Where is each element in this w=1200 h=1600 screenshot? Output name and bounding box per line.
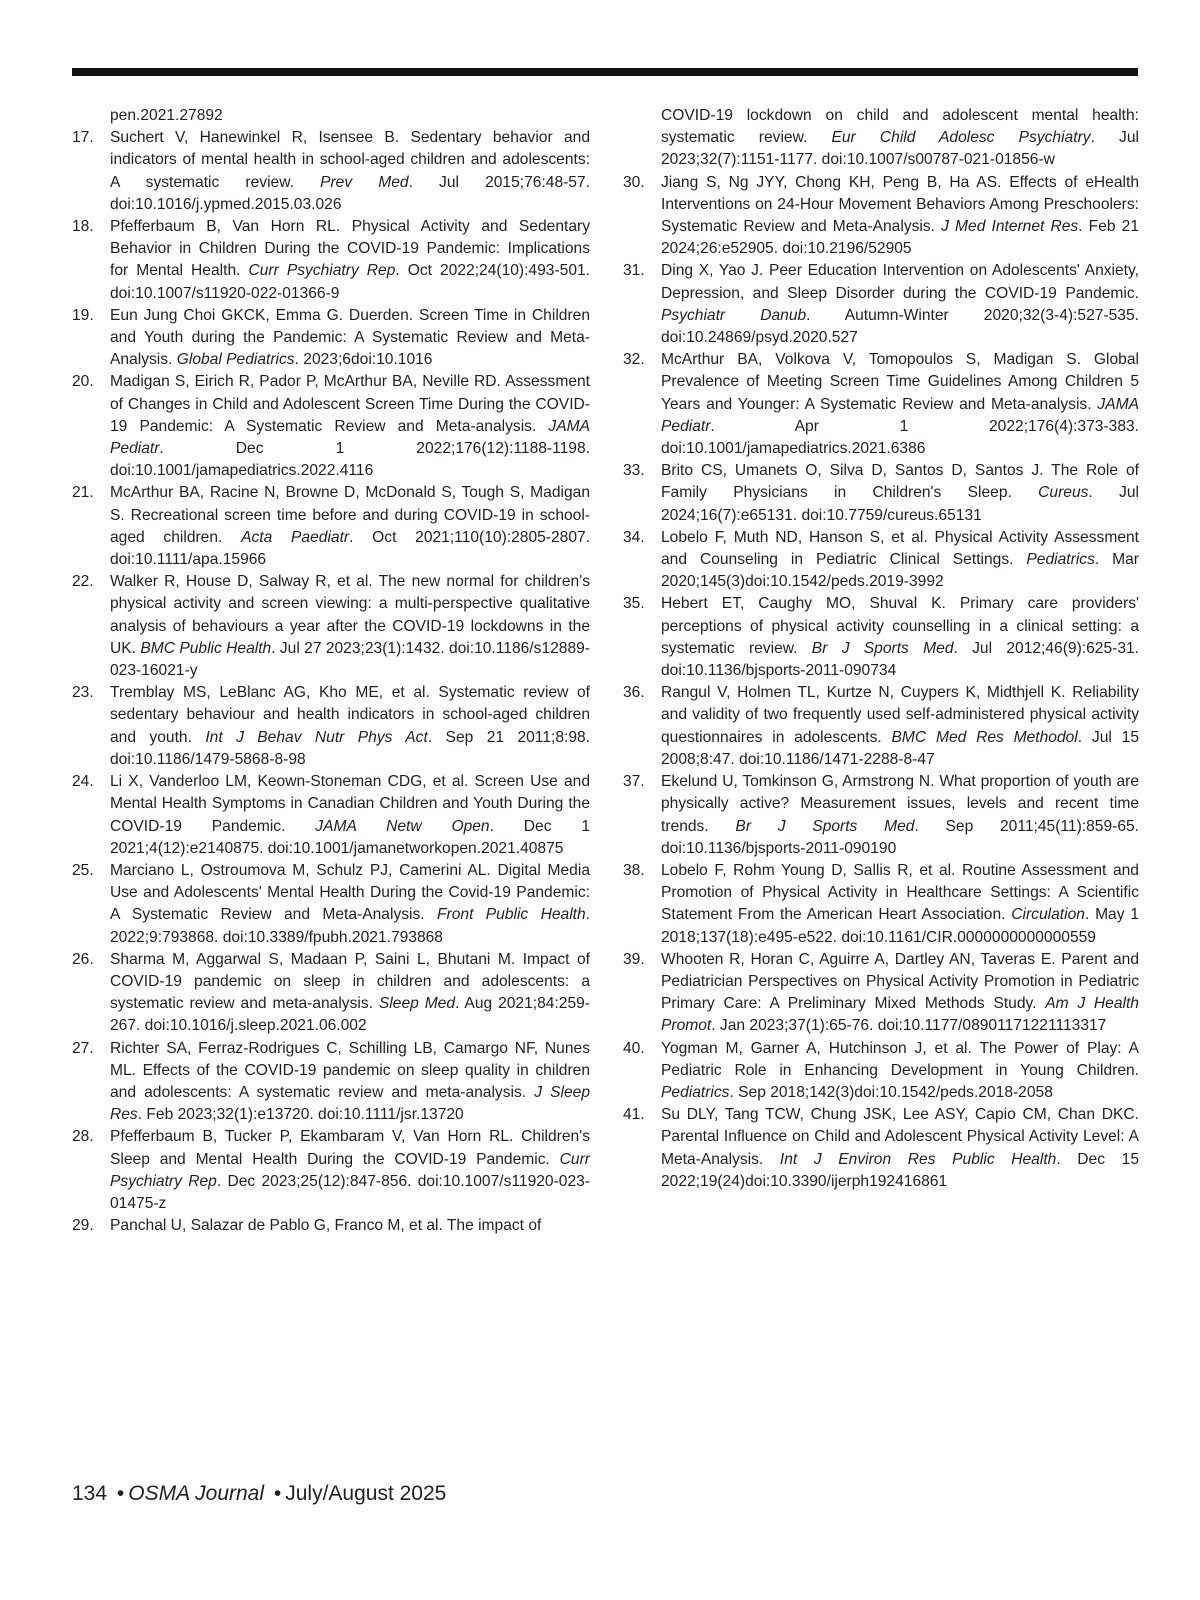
ref-body [110, 216, 590, 305]
reference-item [623, 1104, 1139, 1193]
ref-body [110, 482, 590, 571]
ref-text: Jiang S, Ng JYY, Chong KH, Peng B, Ha AS. Effects of eHealth Interventions on 24-Hour Movement Behaviors Among Preschoolers: Systematic Review and Meta-Analysis. [661, 173, 1139, 236]
ref-details: . Jul 2015;76:48-57. doi:10.1016/j.ypmed.2015.03.026 [110, 173, 590, 213]
ref-number: 40. [623, 1039, 645, 1057]
ref-details: . Dec 15 2022;19(24)doi:10.3390/ijerph192416861 [661, 1150, 1139, 1190]
ref-details: . Jan 2023;37(1):65-76. doi:10.1177/08901171221113317 [711, 1017, 1107, 1035]
ref-journal: Int J Environ Res Public Health [779, 1150, 1057, 1168]
reference-item [72, 216, 590, 305]
reference-list-right [623, 172, 1139, 1193]
ref-details: . 2023;6doi:10.1016 [294, 351, 433, 369]
ref-body [661, 860, 1139, 949]
ref-body [661, 172, 1139, 261]
ref-details: . Feb 21 2024;26:e52905. doi:10.2196/52905 [661, 218, 1139, 258]
ref-journal: Sleep Med [378, 995, 456, 1013]
footer-separator: • [116, 1482, 125, 1505]
ref-body [110, 1038, 590, 1127]
ref-text: Whooten R, Horan C, Aguirre A, Dartley AN, Taveras E. Parent and Pediatrician Perspectives on Physical Activity Promotion in Pediatric Primary Care: A Preliminary Mixed Methods Study. [661, 950, 1139, 1013]
reference-item [623, 771, 1139, 860]
continued-reference [623, 105, 1139, 172]
ref-details: . Dec 1 2021;4(12):e2140875. doi:10.1001/jamanetworkopen.2021.40875 [110, 817, 590, 857]
ref-details: . Jul 15 2008;8:47. doi:10.1186/1471-2288-8-47 [661, 728, 1139, 768]
ref-text: Suchert V, Hanewinkel R, Isensee B. Sedentary behavior and indicators of mental health in school-aged children and adolescents: A systematic review. [110, 129, 590, 191]
ref-number: 26. [72, 950, 94, 968]
ref-details: . Sep 21 2011;8:98. doi:10.1186/1479-5868-8-98 [110, 728, 591, 768]
ref-details: . Jul 27 2023;23(1):1432. doi:10.1186/s12889-023-16021-y [110, 639, 590, 680]
ref-body [110, 860, 590, 949]
ref-text: Panchal U, Salazar de Pablo G, Franco M, et al. The impact of [110, 1217, 542, 1235]
reference-item [72, 482, 590, 571]
ref-journal: Circulation [1011, 906, 1085, 924]
ref-number: 34. [623, 528, 645, 546]
ref-journal: Curr Psychiatry Rep [248, 262, 396, 280]
ref-number: 33. [623, 462, 645, 480]
ref-text: Eun Jung Choi GKCK, Emma G. Duerden. Screen Time in Children and Youth during the Pandemic: A Systematic Review and Meta-Analysis. [110, 306, 590, 369]
ref-journal: Cureus [1038, 484, 1089, 502]
ref-details: . Oct 2022;24(10):493-501. doi:10.1007/s11920-022-01366-9 [110, 262, 590, 302]
ref-journal: Curr Psychiatry Rep [110, 1150, 590, 1190]
reference-item [72, 127, 590, 216]
ref-number: 36. [623, 684, 645, 702]
ref-details: . Sep 2011;45(11):859-65. doi:10.1136/bjsports-2011-090190 [661, 817, 1139, 857]
ref-journal: Global Pediatrics [176, 351, 295, 369]
reference-item [72, 1038, 590, 1127]
reference-item [72, 949, 590, 1038]
reference-item [623, 682, 1139, 771]
ref-text: Madigan S, Eirich R, Pador P, McArthur BA, Neville RD. Assessment of Changes in Child and Adolescent Screen Time During the COVID-19 Pandemic: A Systematic Review and Meta-analysis. [110, 373, 590, 435]
reference-item [623, 1038, 1139, 1105]
ref-text: Marciano L, Ostroumova M, Schulz PJ, Camerini AL. Digital Media Use and Adolescents' Mental Health During the Covid-19 Pandemic: A Systematic Review and Meta-Analysis. [110, 861, 590, 924]
ref-text: Lobelo F, Muth ND, Hanson S, et al. Physical Activity Assessment and Counseling in Pediatric Clinical Settings. [661, 528, 1139, 569]
ref-body [110, 682, 590, 771]
ref-text: McArthur BA, Volkova V, Tomopoulos S, Madigan S. Global Prevalence of Meeting Screen Time Guidelines Among Children 5 Years and Younger: A Systematic Review and Meta-analysis. [661, 351, 1139, 413]
ref-journal: J Med Internet Res [941, 218, 1079, 236]
right-column [623, 105, 1139, 1193]
ref-number: 27. [72, 1039, 94, 1057]
reference-item [72, 1215, 590, 1237]
ref-number: 37. [623, 773, 645, 791]
ref-text: Su DLY, Tang TCW, Chung JSK, Lee ASY, Capio CM, Chan DKC. Parental Influence on Child and Adolescent Physical Activity Level: A Meta-Analysis. [661, 1106, 1139, 1168]
ref-body [661, 349, 1139, 460]
ref-journal: Am J Health Promot [661, 995, 1139, 1035]
reference-item [623, 593, 1139, 682]
ref-details: . May 1 2018;137(18):e495-e522. doi:10.1161/CIR.0000000000000559 [661, 906, 1139, 946]
ref-journal: Int J Behav Nutr Phys Act [205, 728, 428, 746]
ref-body [110, 127, 590, 216]
ref-body [661, 460, 1139, 527]
left-column [72, 105, 590, 1237]
ref-text: Tremblay MS, LeBlanc AG, Kho ME, et al. Systematic review of sedentary behaviour and health indicators in school-aged children and youth. [110, 684, 590, 746]
ref-details: . Feb 2023;32(1):e13720. doi:10.1111/jsr.13720 [137, 1106, 464, 1124]
ref-text: Richter SA, Ferraz-Rodrigues C, Schilling LB, Camargo NF, Nunes ML. Effects of the COVID-19 pandemic on sleep quality in children and adolescents: A systematic review and meta-analysis. [110, 1039, 590, 1101]
ref-text: Pfefferbaum B, Van Horn RL. Physical Activity and Sedentary Behavior in Children During the COVID-19 Pandemic: Implications for Mental Health. [110, 218, 590, 280]
ref-number: 22. [72, 573, 94, 591]
footer-separator: • [273, 1482, 282, 1505]
ref-journal: Acta Paediatr [241, 528, 350, 546]
ref-number: 25. [72, 861, 94, 879]
ref-details: . Dec 1 2022;176(12):1188-1198. doi:10.1001/jamapediatrics.2022.4116 [110, 440, 590, 480]
ref-number: 19. [72, 306, 94, 324]
ref-details: . Sep 2018;142(3)doi:10.1542/peds.2018-2058 [729, 1083, 1053, 1101]
reference-item [72, 682, 590, 771]
ref-details: . Oct 2021;110(10):2805-2807. doi:10.1111/apa.15966 [110, 528, 591, 569]
ref-number: 29. [72, 1217, 94, 1235]
ref-journal: J Sleep Res [110, 1083, 590, 1124]
ref-journal: Pediatrics [661, 1083, 730, 1101]
reference-item [72, 305, 590, 372]
ref-journal: JAMA Pediatr [661, 395, 1139, 435]
ref-text: Li X, Vanderloo LM, Keown-Stoneman CDG, et al. Screen Use and Mental Health Symptoms in Canadian Children and Youth During the COVID-19 Pandemic. [110, 773, 590, 835]
ref-body [661, 260, 1139, 349]
ref-number: 30. [623, 173, 645, 191]
ref-body [110, 949, 590, 1038]
ref-number: 35. [623, 595, 645, 613]
ref-body [110, 1215, 590, 1237]
ref-number: 18. [72, 218, 94, 236]
page-footer [72, 1481, 446, 1507]
ref-number: 23. [72, 684, 94, 702]
ref-details: . Jul 2024;16(7):e65131. doi:10.7759/cureus.65131 [661, 484, 1139, 524]
reference-list-left [72, 127, 590, 1237]
ref-text: COVID-19 lockdown on child and adolescent mental health: systematic review. [661, 107, 1139, 147]
reference-item [623, 860, 1139, 949]
ref-body [110, 371, 590, 482]
ref-details: . Jul 2012;46(9):625-31. doi:10.1136/bjsports-2011-090734 [661, 639, 1140, 680]
ref-journal: Pediatrics [1026, 551, 1095, 569]
ref-details: . Autumn-Winter 2020;32(3-4):527-535. doi:10.24869/psyd.2020.527 [661, 306, 1139, 347]
ref-body [110, 1126, 590, 1215]
ref-text: Yogman M, Garner A, Hutchinson J, et al. The Power of Play: A Pediatric Role in Enhancing Development in Young Children. [661, 1039, 1139, 1079]
page-number: 134 [72, 1482, 108, 1505]
ref-body [661, 682, 1139, 771]
ref-number: 31. [623, 262, 645, 280]
ref-text: Rangul V, Holmen TL, Kurtze N, Cuypers K, Midthjell K. Reliability and validity of two frequently used self-administered physical activity questionnaires in adolescents. [661, 684, 1139, 746]
ref-body [661, 593, 1139, 682]
ref-number: 41. [623, 1106, 645, 1124]
ref-journal: Eur Child Adolesc Psychiatry [831, 129, 1091, 147]
continued-reference: pen.2021.27892 [110, 107, 223, 124]
ref-text: Hebert ET, Caughy MO, Shuval K. Primary care providers' perceptions of physical activity counselling in a clinical setting: a systematic review. [661, 595, 1139, 657]
ref-details: . 2022;9:793868. doi:10.3389/fpubh.2021.793868 [110, 906, 591, 946]
ref-number: 20. [72, 373, 94, 391]
ref-body [661, 771, 1139, 860]
reference-item [623, 460, 1139, 527]
ref-text: Ekelund U, Tomkinson G, Armstrong N. What proportion of youth are physically active? Measurement issues, levels and recent time trends. [661, 773, 1139, 835]
ref-journal: Br J Sports Med [735, 817, 915, 835]
ref-body [661, 1104, 1139, 1193]
ref-details: . Aug 2021;84:259-267. doi:10.1016/j.sleep.2021.06.002 [110, 995, 590, 1035]
ref-journal: BMC Med Res Methodol [891, 728, 1078, 746]
ref-details: . Apr 1 2022;176(4):373-383. doi:10.1001/jamapediatrics.2021.6386 [661, 417, 1139, 458]
ref-text: Brito CS, Umanets O, Silva D, Santos D, Santos J. The Role of Family Physicians in Children's Sleep. [661, 462, 1139, 502]
ref-number: 24. [72, 773, 94, 791]
reference-item [623, 949, 1139, 1038]
reference-item [623, 527, 1139, 594]
ref-text: Lobelo F, Rohm Young D, Sallis R, et al. Routine Assessment and Promotion of Physical Activity in Healthcare Settings: A Scientific Statement From the American Heart Association. [661, 861, 1139, 924]
ref-journal: JAMA Netw Open [315, 817, 490, 835]
ref-body [661, 1038, 1139, 1105]
ref-text: Ding X, Yao J. Peer Education Intervention on Adolescents' Anxiety, Depression, and Sleep Disorder during the COVID-19 Pandemic. [661, 262, 1139, 302]
ref-journal: Prev Med [320, 173, 409, 191]
ref-journal: JAMA Pediatr [110, 417, 590, 458]
ref-number: 21. [72, 484, 94, 502]
ref-number: 39. [623, 950, 645, 968]
ref-number: 17. [72, 129, 94, 147]
ref-number: 28. [72, 1128, 94, 1146]
ref-journal: Front Public Health [437, 906, 586, 924]
ref-body [110, 571, 590, 682]
ref-text: McArthur BA, Racine N, Browne D, McDonald S, Tough S, Madigan S. Recreational screen time before and during COVID-19 in school-aged children. [110, 484, 590, 546]
ref-text: Sharma M, Aggarwal S, Madaan P, Saini L, Bhutani M. Impact of COVID-19 pandemic on sleep in children and adolescents: a systematic review and meta-analysis. [110, 950, 590, 1013]
ref-body [661, 527, 1139, 594]
reference-item [623, 260, 1139, 349]
reference-item [72, 371, 590, 482]
reference-item [623, 172, 1139, 261]
reference-item [72, 1126, 590, 1215]
reference-item [72, 771, 590, 860]
ref-number: 32. [623, 351, 645, 369]
ref-details: . Dec 2023;25(12):847-856. doi:10.1007/s11920-023-01475-z [110, 1172, 590, 1212]
reference-item [623, 349, 1139, 460]
ref-journal: Br J Sports Med [811, 639, 954, 657]
ref-body [110, 305, 590, 372]
header-rule [72, 68, 1138, 76]
ref-details: . Jul 2023;32(7):1151-1177. doi:10.1007/s00787-021-01856-w [661, 129, 1139, 169]
ref-number: 38. [623, 861, 645, 879]
ref-journal: BMC Public Health [140, 639, 272, 657]
ref-journal: Psychiatr Danub [661, 306, 807, 324]
ref-body [110, 771, 590, 860]
ref-text: Pfefferbaum B, Tucker P, Ekambaram V, Van Horn RL. Children's Sleep and Mental Health During the COVID-19 Pandemic. [110, 1128, 590, 1168]
ref-text: Walker R, House D, Salway R, et al. The new normal for children's physical activity and screen viewing: a multi-perspective qualitative analysis of behaviours a year after the COVID-19 lockdowns in the UK. [110, 573, 590, 657]
ref-body [661, 949, 1139, 1038]
journal-name: OSMA Journal [128, 1482, 265, 1505]
ref-details: . Mar 2020;145(3)doi:10.1542/peds.2019-3992 [661, 551, 1139, 591]
issue-date: July/August 2025 [285, 1482, 447, 1505]
reference-item [72, 571, 590, 682]
reference-item [72, 860, 590, 949]
